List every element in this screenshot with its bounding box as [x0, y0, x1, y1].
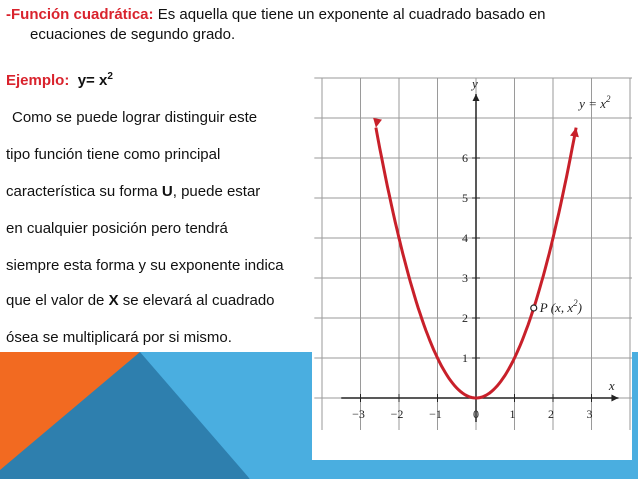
x-tick-label: −2	[390, 407, 404, 421]
example-label: Ejemplo:	[6, 72, 70, 89]
point-p-label: P (x, $x^2$)	[539, 298, 582, 315]
x-tick-label: −3	[352, 407, 365, 421]
x-tick-label: −1	[429, 407, 442, 421]
x-tick-label: 3	[586, 407, 593, 421]
paragraph-line-5: siempre esta forma y su exponente indica	[6, 257, 284, 274]
definition-line-1	[6, 6, 546, 24]
y-tick-label: 4	[462, 231, 468, 245]
paragraph-line-2: tipo función tiene como principal	[6, 146, 221, 163]
x-tick-label: 1	[509, 407, 516, 421]
point-p	[531, 305, 537, 311]
example-line	[6, 68, 113, 90]
example-formula: $y= x^2$	[77, 71, 113, 89]
paragraph-line-4: en cualquier posición pero tendrá	[6, 220, 228, 237]
y-tick-label: 5	[462, 191, 468, 205]
definition-text-1: Es aquella que tiene un exponente al cuadrado basado en	[153, 6, 546, 23]
definition-line-2: ecuaciones de segundo grado.	[30, 26, 236, 43]
variable-x: X	[108, 292, 119, 309]
y-tick-label: 1	[462, 351, 468, 365]
paragraph-line-3: característica su forma U, puede estar	[6, 183, 261, 200]
x-axis-label: x	[608, 378, 615, 393]
y-tick-label: 3	[462, 271, 468, 285]
x-tick-label: 2	[548, 407, 554, 421]
paragraph-line-1: Como se puede lograr distinguir este	[12, 109, 258, 126]
paragraph-line-6: que el valor de X se elevará al cuadrado	[6, 292, 275, 309]
paragraph-line-7: ósea se multiplicará por si mismo.	[6, 329, 232, 346]
shape-u: U	[161, 183, 173, 200]
y-tick-label: 2	[462, 311, 468, 325]
y-axis-label: y	[472, 76, 478, 91]
curve-label: $y = x^2$	[579, 94, 611, 111]
parabola-graph	[312, 68, 632, 460]
definition-term: -Función cuadrática:	[6, 6, 154, 23]
y-tick-label: 6	[462, 151, 468, 165]
x-tick-label: 0	[473, 407, 479, 421]
